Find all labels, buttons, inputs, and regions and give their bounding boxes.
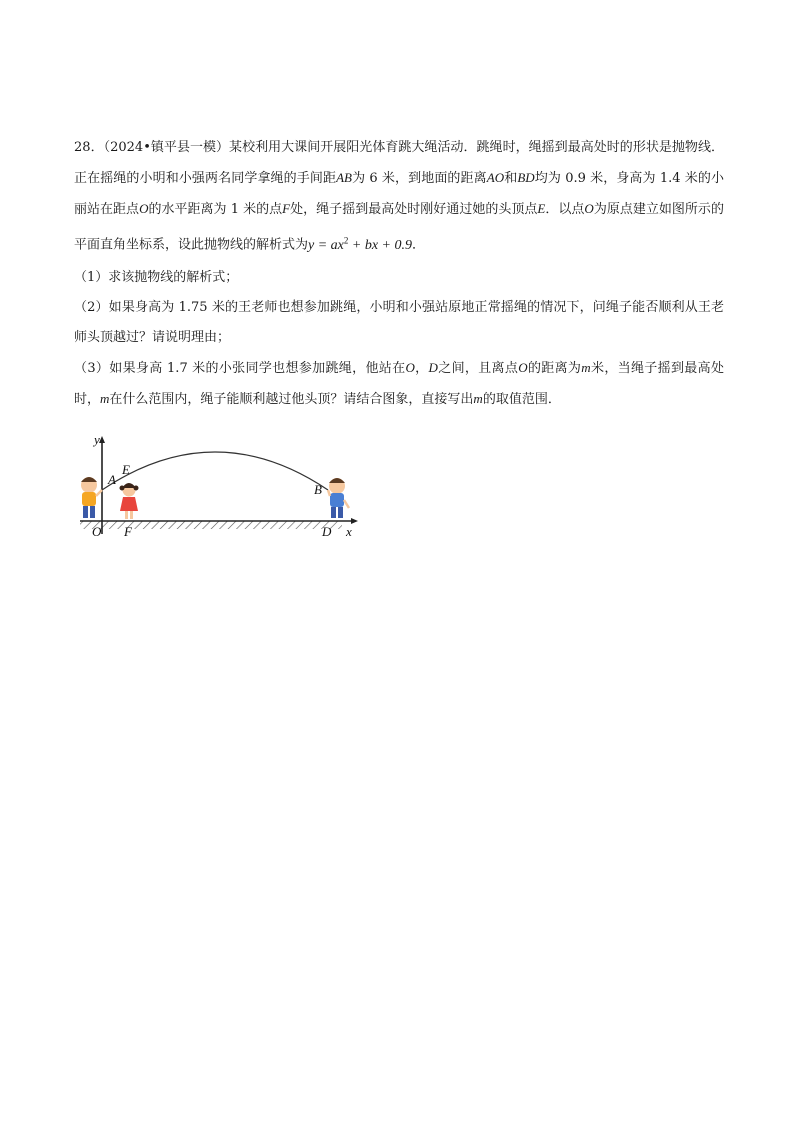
label-point-D: D <box>322 524 332 539</box>
segment-BD: BD <box>517 170 535 185</box>
q3-var-m: m <box>581 359 591 375</box>
formula-part-a: y = ax <box>308 237 344 253</box>
x-axis-arrow-icon <box>351 518 358 524</box>
problem-28 <box>74 133 724 415</box>
question-2: （2）如果身高为 1.75 米的王老师也想参加跳绳，小明和小强站原地正常摇绳的情况下，问绳子能否顺利从王老师头顶越过？请说明理由； <box>74 299 724 345</box>
q3-text-d: 的距离为 <box>527 360 582 376</box>
point-E: E <box>537 201 546 216</box>
q3-var-m-3: m <box>473 390 483 406</box>
ground-hatch <box>80 521 342 529</box>
question-1: （1）求该抛物线的解析式； <box>74 269 239 285</box>
boy-left-illustration <box>81 477 102 518</box>
segment-AO: AO <box>486 170 505 185</box>
problem-statement <box>74 133 724 261</box>
girl-illustration <box>120 483 139 519</box>
label-point-O: O <box>92 524 102 539</box>
parabola-formula <box>308 235 412 253</box>
intro-text-4: 均为 0.9 米，身高为 1.4 米的小丽站在距点 <box>74 171 724 217</box>
label-point-B: B <box>314 482 322 497</box>
point-O: O <box>139 201 149 216</box>
point-F: F <box>282 201 291 216</box>
jump-rope-figure <box>72 430 372 550</box>
y-axis-arrow-icon <box>99 436 105 443</box>
label-point-F: F <box>124 524 132 539</box>
intro-text-5: 的水平距离为 1 米的点 <box>148 202 283 217</box>
intro-text-2: 为 6 米，到地面的距离 <box>351 171 487 186</box>
boy-right-illustration <box>328 478 349 518</box>
segment-AB: AB <box>336 170 352 185</box>
rope-parabola <box>102 452 328 490</box>
q3-text-g: 的取值范围． <box>482 391 561 407</box>
coordinate-diagram <box>72 430 372 550</box>
label-point-E: E <box>122 462 130 477</box>
formula-part-b: + bx + 0.9 <box>348 237 412 253</box>
q3-text-b: ， <box>414 360 429 376</box>
label-point-A: A <box>108 472 116 487</box>
intro-text-9: ． <box>412 237 426 253</box>
formula-exponent: 2 <box>343 235 349 245</box>
q3-text-a: （3）如果身高 1.7 米的小张同学也想参加跳绳，他站在 <box>74 360 406 376</box>
q3-text-e: 米，当绳子摇到最高处时， <box>74 360 724 407</box>
intro-text-1: 某校利用大课间开展阳光体育跳大绳活动．跳绳时，绳摇到最高处时的形状是抛物线．正在摇绳的小明和小强两名同学拿绳的手间距 <box>74 140 724 186</box>
question-3 <box>74 353 724 415</box>
sub-questions <box>74 263 724 415</box>
intro-text-6: 处，绳子摇到最高处时刚好通过她的头顶点 <box>290 202 538 217</box>
q3-point-O: O <box>405 359 415 375</box>
intro-text-7: ．以点 <box>545 202 585 217</box>
label-y-axis: y <box>94 432 100 447</box>
label-x-axis: x <box>346 524 352 539</box>
q3-text-c: 之间，且离点 <box>437 360 519 376</box>
problem-number-source: 28．（2024•镇平县一模） <box>74 140 230 155</box>
intro-text-8: 为原点建立如图所示的平面直角坐标系，设此抛物线的解析式为 <box>74 202 724 253</box>
q3-var-m-2: m <box>100 390 110 406</box>
q3-point-O-2: O <box>518 359 528 375</box>
point-O-origin: O <box>584 201 594 216</box>
q3-point-D: D <box>428 359 438 375</box>
q3-text-f: 在什么范围内，绳子能顺利越过他头顶？请结合图象，直接写出 <box>109 391 474 407</box>
intro-text-3: 和 <box>504 171 518 186</box>
